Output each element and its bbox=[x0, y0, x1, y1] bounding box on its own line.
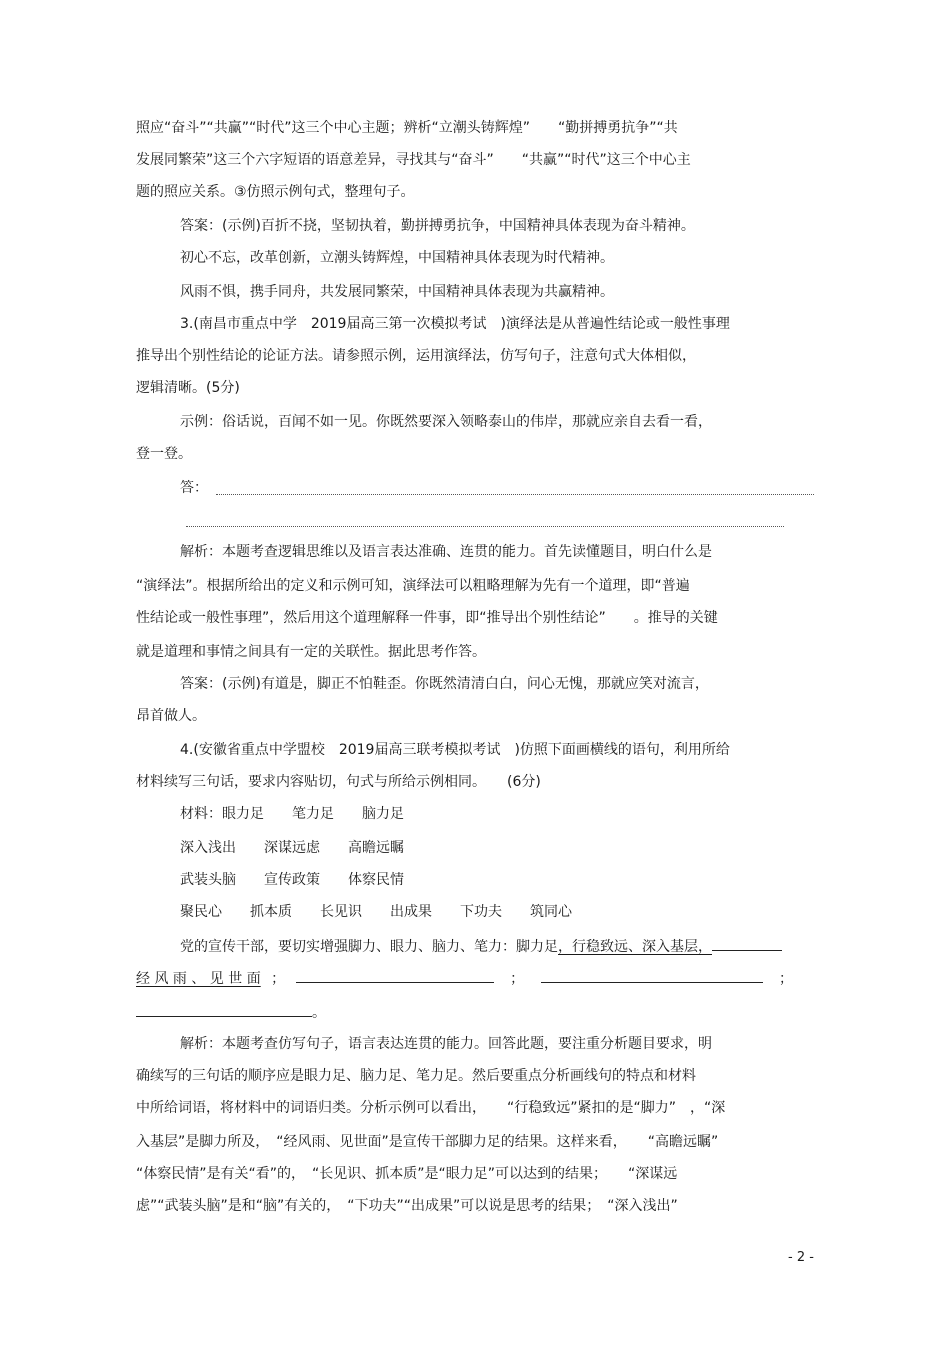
text-line: 昂首做人。 bbox=[136, 708, 206, 724]
text-line: 虑”“武装头脑”是和“脑”有关的， “下功夫”“出成果”可以说是思考的结果； “深入浅出” bbox=[136, 1198, 678, 1214]
material-line: 材料：眼力足 笔力足 脑力足 bbox=[180, 806, 404, 822]
text-line: 初心不忘，改革创新，立潮头铸辉煌，中国精神具体表现为时代精神。 bbox=[180, 250, 614, 266]
analysis-line: 解析：本题考查仿写句子，语言表达连贯的能力。回答此题，要注重分析题目要求，明 bbox=[180, 1036, 712, 1052]
text-line: 材料续写三句话，要求内容贴切，句式与所给示例相同。 (6分) bbox=[136, 774, 541, 790]
question-4: 4.(安徽省重点中学盟校 2019届高三联考模拟考试 )仿照下面画横线的语句，利用所给 bbox=[180, 742, 730, 758]
example-line: 示例：俗话说，百闻不如一见。你既然要深入领略泰山的伟岸，那就应亲自去看一看， bbox=[180, 414, 712, 430]
fill-blank-3[interactable] bbox=[136, 1002, 312, 1017]
underlined-example: ，行稳致远、深入基层， bbox=[558, 939, 712, 955]
text-line: 确续写的三句话的顺序应是眼力足、脑力足、笔力足。然后要重点分析画线句的特点和材料 bbox=[136, 1068, 696, 1084]
material-line: 武装头脑 宣传政策 体察民情 bbox=[180, 872, 404, 888]
text-line: 发展同繁荣”这三个六字短语的语意差异，寻找其与“奋斗” “共赢”“时代”这三个中心主 bbox=[136, 152, 691, 168]
text-line: 中所给词语，将材料中的词语归类。分析示例可以看出， “行稳致远”紧扣的是“脚力” ，“深 bbox=[136, 1100, 726, 1116]
text-line: “体察民情”是有关“看”的， “长见识、抓本质”是“眼力足”可以达到的结果； “深谋远 bbox=[136, 1166, 678, 1182]
underlined-example: 经 风 雨 、 见 世 面 bbox=[136, 971, 261, 987]
answer-line: 答案：(示例)有道是，脚正不怕鞋歪。你既然清清白白，问心无愧，那就应笑对流言， bbox=[180, 676, 709, 692]
analysis-line: 解析：本题考查逻辑思维以及语言表达准确、连贯的能力。首先读懂题目，明白什么是 bbox=[180, 544, 712, 560]
prompt-text: 党的宣传干部，要切实增强脚力、眼力、脑力、笔力：脚力足 bbox=[180, 939, 558, 955]
text-line: 照应“奋斗”“共赢”“时代”这三个中心主题；辨析“立潮头铸辉煌” “勤拼搏勇抗争”“共 bbox=[136, 120, 678, 136]
text-line: 就是道理和事情之间具有一定的关联性。据此思考作答。 bbox=[136, 644, 486, 660]
fill-blank-1[interactable] bbox=[296, 968, 494, 983]
semicolon: ； bbox=[778, 971, 793, 987]
fill-line bbox=[136, 968, 793, 989]
text-line: 性结论或一般性事理”，然后用这个道理解释一件事，即“推导出个别性结论” 。推导的关键 bbox=[136, 610, 718, 626]
text-line: “演绎法”。根据所给出的定义和示例可知，演绎法可以粗略理解为先有一个道理，即“普遍 bbox=[136, 578, 690, 594]
answer-blank-line[interactable] bbox=[216, 494, 814, 495]
answer-blank-line[interactable] bbox=[186, 526, 784, 527]
semicolon: ； bbox=[271, 971, 286, 987]
answer-label: 答： bbox=[180, 480, 208, 496]
text-line: 登一登。 bbox=[136, 446, 192, 462]
material-line: 聚民心 抓本质 长见识 出成果 下功夫 筑同心 bbox=[180, 904, 572, 920]
text-line: 推导出个别性结论的论证方法。请参照示例，运用演绎法，仿写句子，注意句式大体相似， bbox=[136, 348, 696, 364]
answer-line: 答案：(示例)百折不挠，坚韧执着，勤拼搏勇抗争，中国精神具体表现为奋斗精神。 bbox=[180, 218, 695, 234]
semicolon: ； bbox=[510, 971, 525, 987]
fill-blank-2[interactable] bbox=[541, 968, 763, 983]
period: 。 bbox=[312, 1005, 326, 1021]
text-line: 风雨不惧，携手同舟，共发展同繁荣，中国精神具体表现为共赢精神。 bbox=[180, 284, 614, 300]
text-line: 入基层”是脚力所及， “经风雨、见世面”是宣传干部脚力足的结果。这样来看， “高瞻远瞩” bbox=[136, 1134, 719, 1150]
material-line: 深入浅出 深谋远虑 高瞻远瞩 bbox=[180, 840, 404, 856]
underline-extension bbox=[712, 936, 782, 951]
page-number: - 2 - bbox=[788, 1250, 814, 1265]
prompt-line bbox=[180, 936, 782, 957]
fill-line bbox=[136, 1002, 326, 1023]
question-3: 3.(南昌市重点中学 2019届高三第一次模拟考试 )演绎法是从普遍性结论或一般性事理 bbox=[180, 316, 730, 332]
text-line: 题的照应关系。③仿照示例句式，整理句子。 bbox=[136, 184, 415, 200]
text-line: 逻辑清晰。(5分) bbox=[136, 380, 240, 396]
